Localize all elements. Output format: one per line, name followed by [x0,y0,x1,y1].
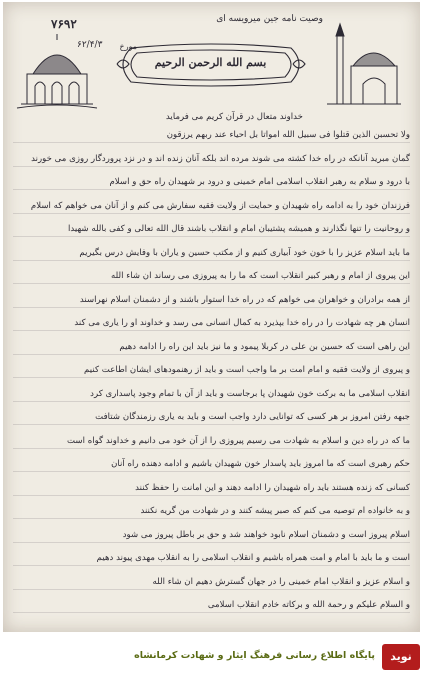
line-rule [13,189,410,190]
letter-line: انسان هر چه شهادت را در راه خدا بپذیرد به کمال انسانی می رسد و خداوند او را یاری می کند [74,318,410,328]
line-rule [13,448,410,449]
date-value: ۶۲/۴/۳ [77,40,103,50]
line-rule [13,236,410,237]
letter-line: جبهه رفتن امروز بر هر کسی که توانایی دارد واجب است و باید به یاری رزمندگان شتافت [95,412,410,422]
line-rule [13,495,410,496]
letter-line: و روحانیت را تنها نگذارند و همیشه پشتیبان امام و انقلاب باشند قال الله تعالی و کفی بالله شهیدا [67,224,410,234]
line-rule [13,518,410,519]
letter-line: اسلام پیروز است و دشمنان اسلام نابود خواهند شد و حق بر باطل پیروز می شود [122,529,410,540]
letter-line: گمان مبرید آنانکه در راه خدا کشته می شوند مرده اند بلکه آنان زنده اند و در نزد پروردگار روزی می خورند [31,153,410,164]
line-rule [13,424,410,425]
letter-line: این پیروی از امام و رهبر کبیر انقلاب است که ما را به پیروزی می رساند ان شاء الله [111,271,410,281]
line-rule [13,589,410,590]
date-label: مورخ [119,42,137,51]
letter-line: ما که در راه دین و اسلام به شهادت می رسیم پیروزی را از آن خود می دانیم و خداوند گواه است [66,435,410,446]
basmala-heading: بسم الله الرحمن الرحیم [154,56,267,69]
line-rule [13,565,410,566]
letter-line: از همه برادران و خواهران می خواهم که در راه خدا استوار باشند و از دشمنان اسلام نهراسند [79,294,410,305]
letter-line: با درود و سلام به رهبر انقلاب اسلامی امام خمینی و درود بر شهیدان راه حق و اسلام [109,177,410,187]
brand-logo: نوید شاهد [382,644,420,670]
quran-intro-line: خداوند متعال در قرآن کریم می فرماید [165,112,303,122]
letter-line: ولا تحسبن الذین قتلوا فی سبیل الله امواتا بل احیاء عند ربهم یرزقون [166,130,410,140]
line-rule [13,307,410,308]
header-line: وصیت نامه جین میرویسه ای [216,14,323,24]
line-rule [13,330,410,331]
line-rule [13,260,410,261]
line-rule [13,377,410,378]
line-rule [13,612,410,613]
document-number: ۷۶۹۲ [51,17,77,31]
line-rule [13,354,410,355]
line-rule [13,401,410,402]
letter-line: و به خانواده ام توصیه می کنم که صبر پیشه کنند و در شهادت من گریه نکنند [140,506,410,516]
line-rule [13,213,410,214]
letter-line: کسانی که زنده هستند باید راه شهیدان را ادامه دهند و این امانت را حفظ کنند [135,482,410,493]
letter-line: حکم رهبری است که ما امروز باید پاسدار خون شهیدان باشیم و ادامه دهنده راه آنان [111,459,410,469]
letter-line: است و ما باید با امام و امت همراه باشیم و انقلاب اسلامی را به انقلاب مهدی پیوند دهیم [96,553,410,563]
line-rule [13,166,410,167]
letter-line: فرزندان خود را به ادامه راه شهیدان و حمایت از ولایت فقیه سفارش می کنم و از آنان می خواهم که اسلام [30,200,410,211]
line-rule [13,142,410,143]
footer-caption: پایگاه اطلاع رسانی فرهنگ ایثار و شهادت کرمانشاه [134,650,375,661]
letter-line: و پیروی از ولایت فقیه و امام امت بر ما واجب است و باید از رهنمودهای ایشان اطاعت کنیم [84,365,410,375]
line-rule [13,542,410,543]
shrine-icon [323,18,403,108]
line-rule [13,283,410,284]
line-rule [13,471,410,472]
letter-line: و السلام علیکم و رحمة الله و برکاته خادم انقلاب اسلامی [207,600,410,610]
letter-paper [3,2,420,632]
letter-line: این راهی است که حسین بن علی در کربلا پیمود و ما نیز باید این راه را ادامه دهیم [119,341,410,352]
letter-line: ما باید اسلام عزیز را با خون خود آبیاری کنیم و از مکتب حسین و یاران با وفایش درس بگیریم [79,247,410,258]
letter-line: و اسلام عزیز و انقلاب امام خمینی را در جهان گسترش دهیم ان شاء الله [152,576,410,587]
letter-line: انقلاب اسلامی ما به برکت خون شهیدان پا برجاست و باید از آن با تمام وجود پاسداری کرد [90,388,410,399]
